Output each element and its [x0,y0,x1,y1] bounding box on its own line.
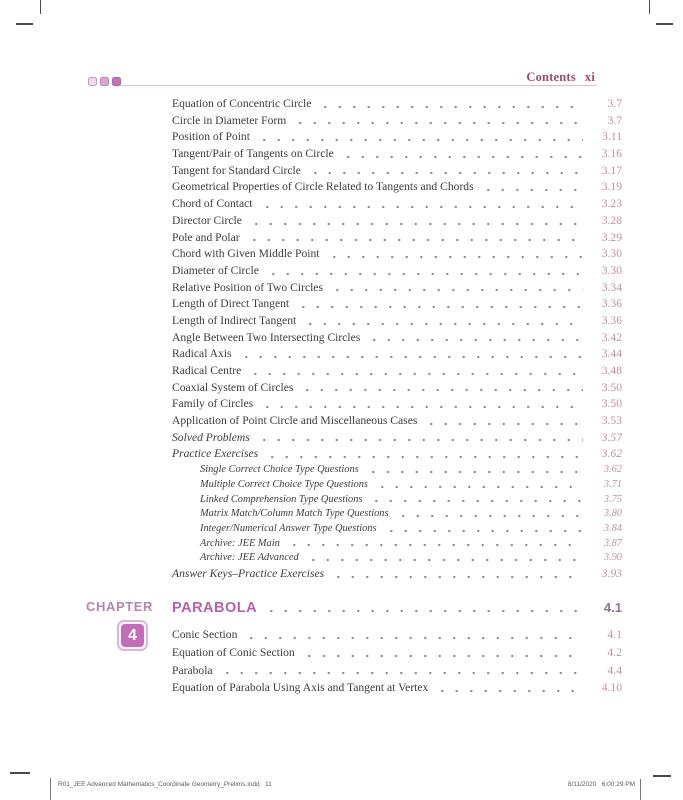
dotted-leader [266,272,583,276]
toc-entry-page: 3.50 [601,380,622,394]
toc-entry-label: Relative Position of Two Circles [172,280,323,294]
toc-entry-label: Single Correct Choice Type Questions [200,464,359,476]
dotted-leader [318,105,583,109]
chapter-number: 4 [121,624,144,647]
dotted-leader [239,355,583,359]
toc-entry-label: Chord of Contact [172,197,253,211]
toc-entry [172,246,622,263]
toc-entry [172,507,622,522]
toc-entry-label: Tangent/Pair of Tangents on Circle [172,147,334,161]
toc-entry [172,129,622,146]
toc-entry [172,280,622,297]
toc-entry [172,113,622,130]
toc-entry [172,396,622,413]
toc-entry-page: 3.44 [601,347,622,361]
dotted-leader [435,689,583,693]
footer-timestamp: 8/11/2020 6:00:29 PM [567,781,635,788]
dotted-leader [302,654,583,658]
dotted-leader [327,255,584,259]
toc-entry-page: 3.28 [601,213,622,227]
toc-entry-page: 3.16 [601,147,622,161]
deco-square-icon [88,77,97,86]
toc-entry [172,263,622,280]
dotted-leader [247,238,583,242]
dotted-leader [341,155,583,159]
toc-entry-page: 3.19 [601,180,622,194]
toc-entry-page: 3.29 [601,230,622,244]
toc-entry-page: 3.30 [601,263,622,277]
toc-entry-page: 3.7 [607,97,622,110]
dotted-leader [481,188,583,192]
toc-entry-page: 3.80 [603,508,622,520]
dotted-leader [330,288,583,292]
footer-crop-line-left [50,778,51,800]
toc-entry-page: 3.36 [601,313,622,327]
toc-entry [172,430,622,447]
crop-mark-top-right-horizontal [656,23,673,25]
toc-entry-label: Conic Section [172,628,238,641]
dotted-leader [248,372,583,376]
toc-entry [172,179,622,196]
toc-entry [172,644,622,662]
toc-entry-label: Angle Between Two Intersecting Circles [172,330,361,344]
toc-entry-label: Equation of Conic Section [172,645,295,659]
chapter-title: PARABOLA [172,600,258,616]
dotted-leader [220,671,583,675]
toc-entry [172,296,622,313]
toc-entry-page: 3.48 [601,364,622,377]
toc-entry-label: Chord with Given Middle Point [172,247,320,261]
toc-entry-page: 3.42 [601,330,622,344]
dotted-leader [296,305,583,309]
dotted-leader [287,543,583,547]
toc-entry [172,163,622,180]
dotted-leader [375,485,583,489]
toc-entry-page: 3.71 [603,478,622,490]
toc-entry-page: 4.1 [607,628,622,641]
toc-entry-label: Linked Comprehension Type Questions [200,493,363,505]
toc-entry-page: 3.62 [603,464,622,476]
toc-entry-page: 4.4 [607,663,622,677]
toc-entry-page: 3.36 [601,297,622,311]
dotted-leader [257,438,583,442]
dotted-leader [249,222,583,226]
running-head [526,70,595,85]
toc-entry [172,380,622,397]
chapter-title-page: 4.1 [603,600,622,615]
header-divider [120,85,597,86]
chapter-label: CHAPTER [86,599,154,614]
toc-entry-label: Archive: JEE Main [200,537,280,549]
dotted-leader [244,636,583,640]
toc-entry-page: 3.53 [601,414,622,428]
toc-entry-label: Family of Circles [172,397,254,411]
toc-entry-label: Tangent for Standard Circle [172,163,301,177]
toc-entry-label: Equation of Parabola Using Axis and Tangent at Vertex [172,681,429,695]
toc-entry-label: Length of Indirect Tangent [172,313,297,327]
toc-entry-label: Multiple Correct Choice Type Questions [200,478,368,490]
dotted-leader [396,514,583,518]
toc-entry [172,363,622,380]
toc-entry [172,626,622,644]
toc-entry [172,566,622,583]
footer-crop-line-right [640,779,641,800]
toc-entry-page: 4.2 [607,645,622,659]
toc-entry-label: Parabola [172,663,213,677]
toc-entry-page: 3.90 [603,552,622,564]
crop-mark-bottom-right-horizontal [653,775,671,777]
toc-list-chapter3 [172,96,622,583]
page-roman-numeral: xi [584,70,595,84]
toc-entry-label: Director Circle [172,213,242,227]
toc-entry-label: Coaxial System of Circles [172,380,294,394]
toc-entry [172,230,622,247]
footer-filename: R01_JEE Advanced Mathematics_Coordinate Geometry_Prelims.indd 11 [58,781,272,788]
toc-entry [172,551,622,566]
toc-entry [172,446,622,463]
toc-entry [172,463,622,478]
dotted-leader [306,558,583,562]
toc-entry [172,413,622,430]
deco-squares-icon [88,77,121,86]
contents-label: Contents [526,70,576,84]
toc-entry-page: 3.30 [601,247,622,261]
toc-entry-label: Geometrical Properties of Circle Related to Tangents and Chords [172,180,474,194]
dotted-leader [424,422,583,426]
toc-entry-label: Radical Centre [172,364,242,377]
toc-entry [172,330,622,347]
dotted-leader [308,171,583,175]
toc-entry-label: Position of Point [172,130,250,144]
toc-entry-label: Length of Direct Tangent [172,297,290,311]
deco-square-icon [100,77,109,86]
crop-mark-top-right-vertical [649,0,650,14]
toc-entry [172,196,622,213]
toc-entry [172,478,622,493]
toc-entry [172,493,622,508]
toc-entry-page: 3.17 [601,163,622,177]
dotted-leader [384,529,583,533]
toc-entry [172,346,622,363]
toc-entry-label: Diameter of Circle [172,263,259,277]
crop-mark-top-left-vertical [40,0,41,14]
toc-entry-page: 4.10 [601,681,622,695]
toc-entry-label: Radical Axis [172,347,232,361]
dotted-leader [367,338,583,342]
dotted-leader [300,388,583,392]
toc-entry [172,146,622,163]
toc-entry-label: Equation of Concentric Circle [172,97,312,110]
toc-entry-page: 3.23 [601,197,622,211]
chapter-title-row [172,598,622,617]
dotted-leader [264,609,583,613]
toc-entry-label: Integer/Numerical Answer Type Questions [200,522,377,534]
toc-entry [172,679,622,697]
toc-entry [172,537,622,552]
toc-entry-label: Practice Exercises [172,447,259,461]
toc-list-chapter4 [172,626,622,697]
dotted-leader [369,499,583,503]
dotted-leader [257,138,583,142]
toc-entry-page: 3.93 [601,566,622,580]
toc-entry-page: 3.87 [603,537,622,549]
dotted-leader [366,470,583,474]
toc-entry-label: Solved Problems [172,430,250,444]
toc-entry [172,662,622,680]
dotted-leader [303,322,583,326]
dotted-leader [265,455,583,459]
crop-mark-top-left-horizontal [16,23,33,25]
toc-entry-label: Pole and Polar [172,230,240,244]
toc-entry-label: Matrix Match/Column Match Type Questions [200,508,389,520]
toc-entry [172,96,622,113]
toc-entry [172,522,622,537]
toc-entry-page: 3.7 [607,113,622,127]
dotted-leader [260,405,583,409]
toc-entry-page: 3.11 [602,130,622,144]
toc-entry [172,313,622,330]
toc-entry-label: Application of Point Circle and Miscellaneous Cases [172,414,418,428]
crop-mark-bottom-left-horizontal [10,772,30,774]
toc-entry-page: 3.84 [603,522,622,534]
dotted-leader [293,121,583,125]
toc-entry-page: 3.50 [601,397,622,411]
toc-entry-page: 3.62 [601,447,622,461]
toc-entry-page: 3.34 [601,280,622,294]
toc-entry-label: Answer Keys–Practice Exercises [172,566,325,580]
chapter-number-badge [117,620,148,651]
toc-entry-page: 3.57 [601,430,622,444]
toc-entry-label: Circle in Diameter Form [172,113,287,127]
dotted-leader [331,575,583,579]
toc-entry [172,213,622,230]
toc-entry-label: Archive: JEE Advanced [200,552,299,564]
toc-entry-page: 3.75 [603,493,622,505]
dotted-leader [260,205,584,209]
